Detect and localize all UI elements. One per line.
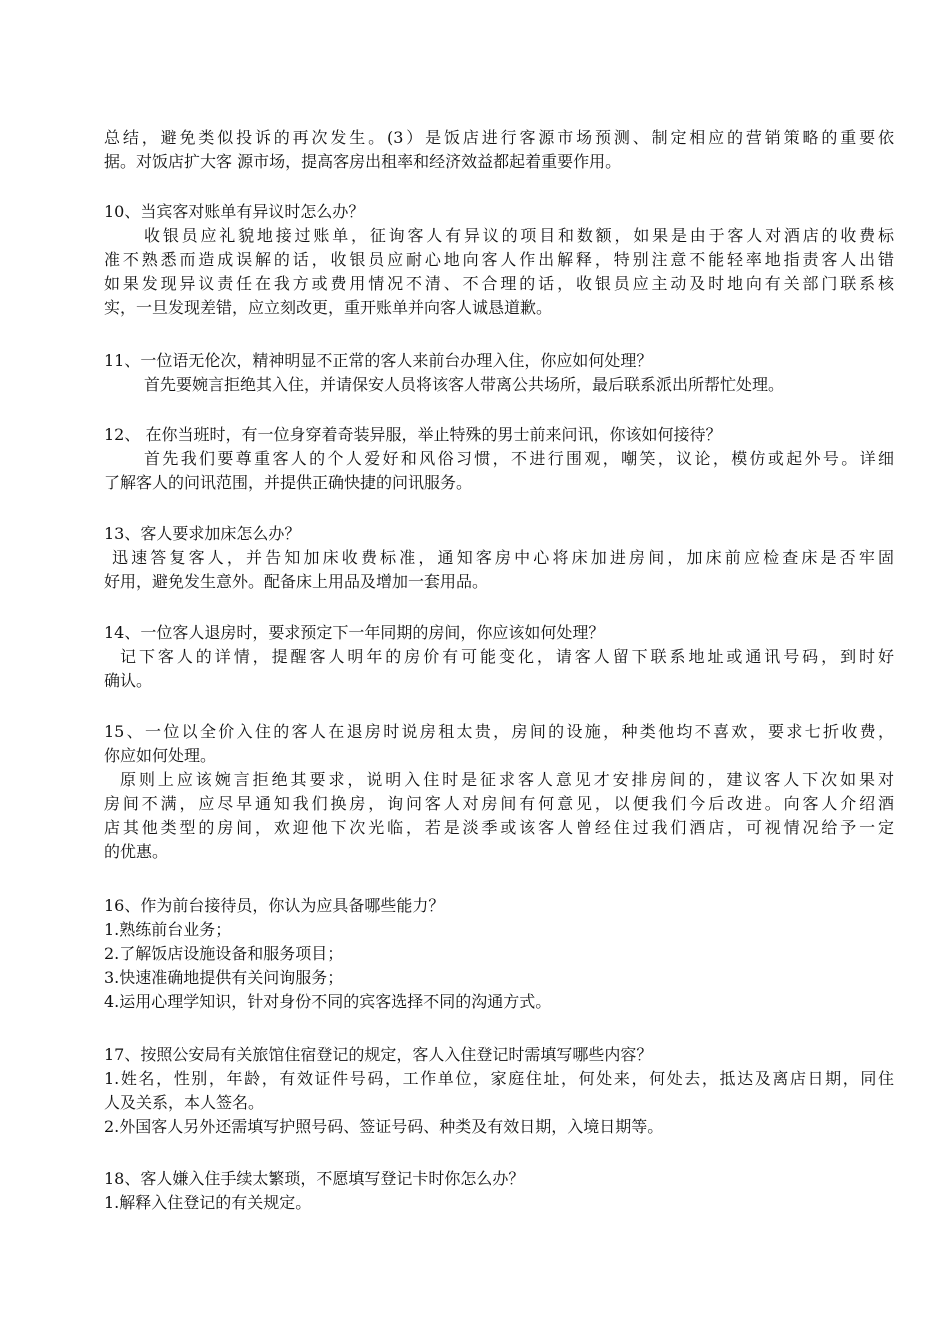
answer-line: 如果发现异议责任在我方或费用情况不清、不合理的话，收银员应主动及时地向有关部门联系核 bbox=[104, 274, 894, 293]
text-line: 据。对饭店扩大客 源市场，提高客房出租率和经济效益都起着重要作用。 bbox=[104, 152, 622, 171]
intro-paragraph bbox=[104, 126, 894, 174]
answer-line: 首先我们要尊重客人的个人爱好和风俗习惯，不进行围观，嘲笑，议论，模仿或起外号。详细 bbox=[144, 449, 894, 468]
answer-line: 实，一旦发现差错，应立刻改更，重开账单并向客人诚恳道歉。 bbox=[104, 298, 553, 317]
question-heading: 13、客人要求加床怎么办？ bbox=[104, 524, 301, 543]
answer-line: 迅速答复客人，并告知加床收费标准，通知客房中心将床加进房间，加床前应检查床是否牢固 bbox=[112, 548, 894, 567]
question-heading: 11、一位语无伦次，精神明显不正常的客人来前台办理入住，你应如何处理？ bbox=[104, 351, 653, 370]
question-13 bbox=[104, 522, 894, 594]
list-item: 3.快速准确地提供有关问询服务； bbox=[104, 968, 344, 987]
question-heading: 12、 在你当班时，有一位身穿着奇装异服，举止特殊的男士前来问讯，你该如何接待？ bbox=[104, 425, 722, 444]
question-11 bbox=[104, 349, 894, 397]
question-heading: 18、客人嫌入住手续太繁琐，不愿填写登记卡时你怎么办？ bbox=[104, 1169, 525, 1188]
list-item: 1.姓名，性别，年龄，有效证件号码，工作单位，家庭住址，何处来，何处去，抵达及离店日期，同住 bbox=[104, 1069, 894, 1088]
question-15 bbox=[104, 720, 894, 864]
answer-line: 确认。 bbox=[104, 671, 153, 690]
question-heading: 17、按照公安局有关旅馆住宿登记的规定，客人入住登记时需填写哪些内容？ bbox=[104, 1045, 653, 1064]
text-line: 总结，避免类似投诉的再次发生。(3）是饭店进行客源市场预测、制定相应的营销策略的重要依 bbox=[104, 128, 894, 147]
question-heading: 16、作为前台接待员，你认为应具备哪些能力？ bbox=[104, 896, 445, 915]
answer-line: 好用，避免发生意外。配备床上用品及增加一套用品。 bbox=[104, 572, 489, 591]
question-16 bbox=[104, 894, 894, 1014]
answer-line: 店其他类型的房间，欢迎他下次光临，若是淡季或该客人曾经住过我们酒店，可视情况给予一定 bbox=[104, 818, 894, 837]
answer-line: 准不熟悉而造成误解的话，收银员应耐心地向客人作出解释，特别注意不能轻率地指责客人出错 bbox=[104, 250, 894, 269]
answer-line: 了解客人的问讯范围，并提供正确快捷的问讯服务。 bbox=[104, 473, 473, 492]
answer-line: 收银员应礼貌地接过账单，征询客人有异议的项目和数额，如果是由于客人对酒店的收费标 bbox=[144, 226, 894, 245]
list-item: 人及关系，本人签名。 bbox=[104, 1093, 265, 1112]
question-heading: 你应如何处理。 bbox=[104, 746, 217, 765]
list-item: 2.了解饭店设施设备和服务项目； bbox=[104, 944, 344, 963]
list-item: 4.运用心理学知识，针对身份不同的宾客选择不同的沟通方式。 bbox=[104, 992, 552, 1011]
list-item: 1.熟练前台业务； bbox=[104, 920, 232, 939]
answer-line: 房间不满，应尽早通知我们换房，询问客人对房间有何意见，以便我们今后改进。向客人介绍酒 bbox=[104, 794, 894, 813]
question-17 bbox=[104, 1043, 894, 1139]
question-14 bbox=[104, 621, 894, 693]
question-heading: 15、一位以全价入住的客人在退房时说房租太贵，房间的设施，种类他均不喜欢，要求七折收费， bbox=[104, 722, 894, 741]
list-item: 1.解释入住登记的有关规定。 bbox=[104, 1193, 312, 1212]
question-heading: 10、当宾客对账单有异议时怎么办？ bbox=[104, 202, 365, 221]
question-heading: 14、一位客人退房时，要求预定下一年同期的房间，你应该如何处理？ bbox=[104, 623, 605, 642]
answer-line: 的优惠。 bbox=[104, 842, 169, 861]
question-18 bbox=[104, 1167, 894, 1215]
list-item: 2.外国客人另外还需填写护照号码、签证号码、种类及有效日期，入境日期等。 bbox=[104, 1117, 664, 1136]
answer-line: 首先要婉言拒绝其入住，并请保安人员将该客人带离公共场所，最后联系派出所帮忙处理。 bbox=[144, 375, 785, 394]
answer-line: 记下客人的详情，提醒客人明年的房价有可能变化，请客人留下联系地址或通讯号码，到时好 bbox=[120, 647, 894, 666]
question-12 bbox=[104, 423, 894, 495]
question-10 bbox=[104, 200, 894, 320]
answer-line: 原则上应该婉言拒绝其要求，说明入住时是征求客人意见才安排房间的，建议客人下次如果对 bbox=[120, 770, 894, 789]
